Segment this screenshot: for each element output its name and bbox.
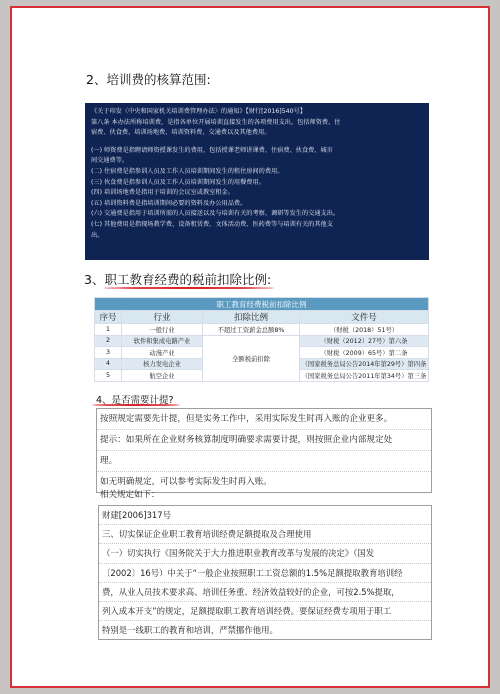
- scope-line: (二) 住宿费是指参训人员及工作人员培训期间发生的租住房间的费用。: [91, 167, 284, 175]
- section-2-heading: 2、培训费的核算范围:: [86, 72, 211, 87]
- section-3-heading: 3、职工教育经费的税前扣除比例:: [84, 272, 272, 287]
- table-cell: 软件和集成电路产业: [122, 335, 203, 347]
- column-header: 文件号: [300, 311, 429, 324]
- table-cell: （财税（2012）27号）第六条: [300, 335, 429, 347]
- section-4-heading: 4、是否需要计提?: [96, 395, 174, 406]
- scope-line: 《关于印发〈中央和国家机关培训费管理办法〉的通知》【财行[2016]540号】: [91, 108, 306, 115]
- scope-line: (三) 伙食费是指参训人员及工作人员培训期间发生的用餐费用。: [91, 178, 265, 186]
- document-page: [10, 6, 490, 688]
- scope-gap: [91, 139, 423, 146]
- table-cell: 一般行业: [122, 324, 203, 336]
- table-cell: 3: [95, 347, 122, 359]
- section-4-underline: [92, 404, 180, 406]
- related-rules-label: 相关规定如下：: [100, 490, 160, 500]
- training-fee-scope-box: [85, 103, 429, 260]
- policy-line: （一）切实执行《国务院关于大力推进职业教育改革与发展的决定》（国发: [99, 544, 431, 563]
- policy-line: 特别是一线职工的教育和培训，严禁挪作他用。: [102, 625, 278, 636]
- merged-ratio-cell: 全额税前扣除: [203, 335, 300, 381]
- policy-line: 财建[2006]317号: [99, 506, 431, 525]
- scope-line: (六) 交通费是指用于培训所需的人员接送以及与培训有关的考察、调研等发生的交通支出。: [91, 210, 340, 218]
- accrual-notes: [96, 408, 432, 493]
- table-cell: 2: [95, 335, 122, 347]
- table-row: [95, 335, 429, 347]
- scope-line: 间交通费等。: [91, 157, 129, 165]
- scope-line: (五) 培训资料费是指培训期间必要的资料及办公用品费。: [91, 199, 247, 207]
- related-policy-text: [98, 505, 432, 640]
- table-cell: 4: [95, 358, 122, 370]
- table-cell: 5: [95, 370, 122, 382]
- table-title: 职工教育经费税前扣除比例: [95, 298, 429, 311]
- table-row: [95, 324, 429, 336]
- column-header: 行业: [122, 311, 203, 324]
- scope-line: 出。: [91, 231, 104, 239]
- table-cell: （财税（2009）65号）第二条: [300, 347, 429, 359]
- note-line: 理。: [97, 451, 431, 472]
- policy-line: 三、切实保证企业职工教育培训经费足额提取及合理使用: [99, 525, 431, 544]
- scope-line: (七) 其他费用是指现场教学费、设备租赁费、文体活动费、医药费等与培训有关的其他支: [91, 220, 333, 228]
- note-line: 提示：如果所在企业财务核算制度明确要求需要计提，则按照企业内部规定处: [97, 430, 431, 451]
- scope-line: (四) 培训场地费是指用于培训的会议室或教室租金。: [91, 189, 234, 197]
- table-cell: 动漫产业: [122, 347, 203, 359]
- scope-line: 第八条 本办法所称培训费，是指各单位开展培训直接发生的各项费用支出，包括师资费、住: [91, 118, 341, 126]
- policy-line: 费，从业人员技术要求高、培训任务重、经济效益较好的企业，可按2.5%提取，: [99, 583, 431, 602]
- table-cell: 核力发电企业: [122, 358, 203, 370]
- table-cell: 航空企业: [122, 370, 203, 382]
- table-cell: （国家税务总局公告2011年第34号）第三条: [300, 370, 429, 382]
- column-header: 序号: [95, 311, 122, 324]
- policy-line: 〔2002〕16号）中关于“一般企业按照职工工资总额的1.5%足额提取教育培训经: [99, 564, 431, 583]
- table-cell: （财税（2018）51号）: [300, 324, 429, 336]
- table-cell: 1: [95, 324, 122, 336]
- table-cell: （国家税务总局公告2014年第29号）第四条: [300, 358, 429, 370]
- note-line: 如无明确规定，可以参考实际发生时再入账。: [100, 477, 272, 487]
- deduction-ratio-table: [94, 297, 429, 382]
- policy-line: 列入成本开支”的规定，足额提取职工教育培训经费。要保证经费专项用于职工: [99, 602, 431, 621]
- note-line: 按照规定需要先计提，但是实务工作中，采用实际发生时再入账的企业更多。: [97, 409, 431, 430]
- section-3-underline: [104, 287, 274, 289]
- scope-line: 宿费、伙食费、培训场地费、培训资料费、交通费以及其他费用。: [91, 129, 271, 137]
- scope-line: (一) 师资费是指聘请师资授课发生的费用，包括授课老师讲课费、住宿费、伙食费、城市: [91, 146, 333, 154]
- table-cell: 不超过工资薪金总额8%: [203, 324, 300, 336]
- column-header: 扣除比例: [203, 311, 300, 324]
